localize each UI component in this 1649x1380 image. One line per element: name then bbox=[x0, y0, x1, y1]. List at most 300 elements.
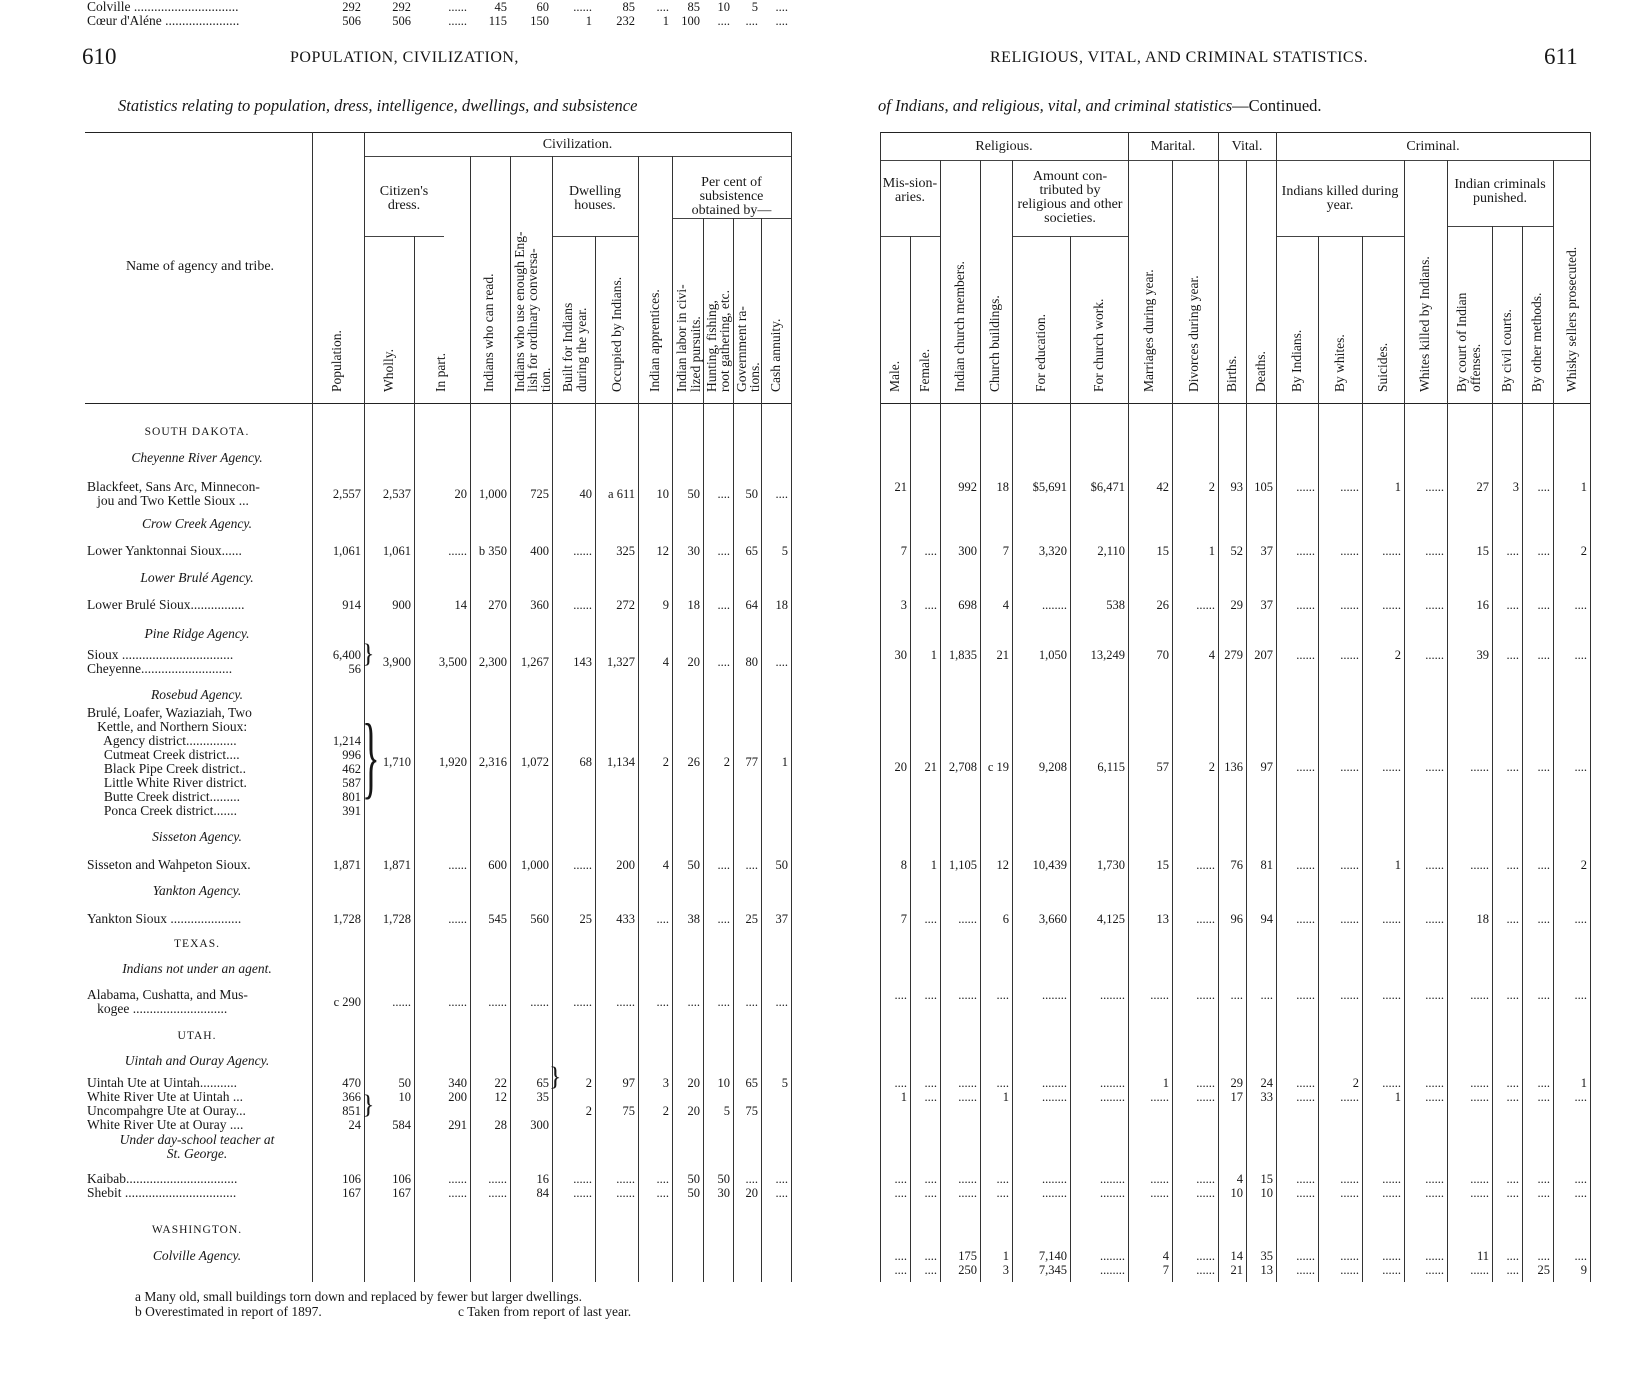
table-cell: 45 115 bbox=[488, 0, 507, 28]
agency-heading: Colville Agency. bbox=[152, 1248, 242, 1263]
table-cell: 25 bbox=[745, 912, 758, 926]
table-cell: .... .... bbox=[1574, 1172, 1587, 1200]
table-cell: .... bbox=[717, 544, 730, 558]
table-cell: 3,320 bbox=[1038, 544, 1067, 558]
table-cell: ...... bbox=[1340, 648, 1359, 662]
table-cell: ...... bbox=[1196, 858, 1215, 872]
table-cell: .... .... bbox=[894, 1249, 907, 1277]
table-cell: 7 bbox=[900, 912, 907, 926]
table-cell: 914 bbox=[342, 598, 361, 612]
court-header-1: By court of Indian bbox=[1454, 292, 1469, 392]
table-cell: 1,871 bbox=[332, 858, 361, 872]
table-cell: .... .... bbox=[996, 1172, 1009, 1200]
agency-heading: Lower Brulé Agency. bbox=[140, 570, 254, 585]
table-cell: 433 bbox=[616, 912, 635, 926]
table-cell: 21 bbox=[996, 648, 1009, 662]
table-cell: .... .... bbox=[656, 1172, 669, 1200]
table-cell: .... .... bbox=[1537, 1172, 1550, 1200]
for-education-header: For education. bbox=[1033, 314, 1048, 392]
table-cell: ........ ........ bbox=[1042, 1076, 1067, 1104]
table-cell: 325 bbox=[616, 544, 635, 558]
table-cell: 400 bbox=[530, 544, 549, 558]
table-cell: 18 bbox=[687, 598, 700, 612]
table-cell: 1,327 bbox=[606, 655, 635, 669]
table-cell: .... bbox=[1537, 912, 1550, 926]
right-table-top-rule bbox=[880, 132, 1590, 133]
dwelling-houses-header: Dwelling houses. bbox=[568, 184, 622, 213]
table-cell: 900 bbox=[392, 598, 411, 612]
right-page-number: 611 bbox=[1544, 44, 1578, 69]
whisky-header: Whisky sellers prosecuted. bbox=[1564, 246, 1579, 392]
table-cell: 5 .... bbox=[745, 0, 758, 28]
table-cell: 21 bbox=[924, 760, 937, 774]
in-part-header: In part. bbox=[433, 353, 448, 392]
table-cell: 96 bbox=[1230, 912, 1243, 926]
table-cell: .... bbox=[1574, 648, 1587, 662]
table-cell: ...... bbox=[1382, 912, 1401, 926]
table-cell: 470 366 851 24 bbox=[342, 1076, 361, 1132]
table-cell: ...... bbox=[1382, 760, 1401, 774]
table-cell: .... bbox=[1537, 760, 1550, 774]
table-cell: .... bbox=[924, 598, 937, 612]
table-cell: ...... ...... bbox=[1382, 1249, 1401, 1277]
govt-header-1: Government ra- bbox=[734, 306, 749, 392]
table-cell: ........ ........ bbox=[1100, 1249, 1125, 1277]
table-cell: ...... ...... bbox=[1470, 1076, 1489, 1104]
table-cell: .... 20 bbox=[745, 1172, 758, 1200]
births-header: Births. bbox=[1224, 355, 1239, 392]
table-cell: 37 bbox=[1260, 544, 1273, 558]
table-cell: 1,061 bbox=[382, 544, 411, 558]
table-cell: 207 bbox=[1254, 648, 1273, 662]
table-cell: 725 bbox=[530, 487, 549, 501]
left-page bbox=[0, 0, 822, 1380]
table-cell: ...... bbox=[448, 995, 467, 1009]
table-cell: .... .... bbox=[1506, 1249, 1519, 1277]
right-subtitle: of Indians, and religious, vital, and criminal statistics—Continued. bbox=[878, 96, 1322, 115]
table-cell: 300 bbox=[958, 544, 977, 558]
agency-heading: Sisseton Agency. bbox=[152, 829, 242, 844]
table-cell: 600 bbox=[488, 858, 507, 872]
table-cell: 136 bbox=[1224, 760, 1243, 774]
table-cell: 26 bbox=[687, 755, 700, 769]
table-cell: 50 bbox=[775, 858, 788, 872]
table-cell: 14 bbox=[454, 598, 467, 612]
table-cell: 2 bbox=[662, 755, 669, 769]
brace: } bbox=[549, 1062, 562, 1091]
table-cell: .... bbox=[1260, 988, 1273, 1002]
table-cell: 39 bbox=[1476, 648, 1489, 662]
tribe-name: Kaibab................................. Shebit ................................. bbox=[87, 1172, 238, 1200]
table-cell: 6 bbox=[1002, 912, 1009, 926]
table-cell: 1,728 bbox=[332, 912, 361, 926]
table-cell: 1 bbox=[781, 755, 788, 769]
table-cell: ........ bbox=[1042, 598, 1067, 612]
agency-heading: Cheyenne River Agency. bbox=[131, 450, 263, 465]
divorces-header: Divorces during year. bbox=[1186, 275, 1201, 392]
table-cell: .... bbox=[1537, 988, 1550, 1002]
table-cell: .... bbox=[717, 912, 730, 926]
by-indians-header: By Indians. bbox=[1289, 329, 1304, 392]
table-cell: ...... bbox=[1425, 648, 1444, 662]
agency-heading: Crow Creek Agency. bbox=[141, 516, 253, 531]
table-cell: 1,105 bbox=[948, 858, 977, 872]
table-cell: .... 1 bbox=[996, 1076, 1009, 1104]
table-cell: ...... ...... bbox=[1296, 1172, 1315, 1200]
table-cell: ...... ...... bbox=[1382, 1172, 1401, 1200]
table-cell: ...... bbox=[573, 544, 592, 558]
table-cell: .... bbox=[775, 487, 788, 501]
table-cell: 1,214 996 462 587 801 391 bbox=[332, 734, 361, 818]
tribe-name: Uintah Ute at Uintah........... White River Ute at Uintah ... Uncompahgre Ute at Ouray... White River Ute at Ouray .... bbox=[87, 1076, 246, 1132]
table-cell: 20 20 bbox=[687, 1076, 700, 1118]
table-cell: 85 232 bbox=[616, 0, 635, 28]
table-cell: 21 bbox=[894, 480, 907, 494]
table-cell: 1,730 bbox=[1096, 858, 1125, 872]
table-cell: 65 35 300 bbox=[530, 1076, 549, 1132]
table-cell: ...... ...... bbox=[448, 1172, 467, 1200]
table-cell: .... bbox=[1574, 760, 1587, 774]
table-cell: 1,728 bbox=[382, 912, 411, 926]
table-cell: 2 2 bbox=[585, 1076, 592, 1118]
table-cell: 292 506 bbox=[342, 0, 361, 28]
table-cell: 1,000 bbox=[478, 487, 507, 501]
table-cell: 2,537 bbox=[382, 487, 411, 501]
table-cell: ...... bbox=[1196, 598, 1215, 612]
table-cell: 2 bbox=[1208, 480, 1215, 494]
table-cell: .... bbox=[1574, 912, 1587, 926]
brace: } bbox=[362, 639, 375, 668]
table-cell: ...... bbox=[958, 912, 977, 926]
state-heading: SOUTH DAKOTA. bbox=[144, 426, 250, 438]
state-heading: TEXAS. bbox=[174, 938, 220, 950]
table-cell: 77 bbox=[745, 755, 758, 769]
table-cell: ...... bbox=[1425, 760, 1444, 774]
indians-killed-header: Indians killed during year. bbox=[1281, 184, 1399, 213]
table-cell: ...... bbox=[1296, 648, 1315, 662]
table-cell: ........ ........ bbox=[1100, 1076, 1125, 1104]
table-cell: ...... bbox=[448, 912, 467, 926]
court-header-2: offenses. bbox=[1468, 343, 1483, 392]
female-header: Female. bbox=[917, 348, 932, 392]
table-cell: 15 bbox=[1476, 544, 1489, 558]
table-cell: 22 12 28 bbox=[494, 1076, 507, 1132]
apprentices-header: Indian apprentices. bbox=[647, 289, 662, 392]
footnote-c: c Taken from report of last year. bbox=[458, 1304, 632, 1319]
tribe-name: Yankton Sioux ..................... bbox=[87, 912, 242, 926]
by-whites-header: By whites. bbox=[1332, 334, 1347, 392]
table-cell: ...... ...... bbox=[1425, 1076, 1444, 1104]
table-cell: 13 bbox=[1156, 912, 1169, 926]
table-cell: 12 bbox=[996, 858, 1009, 872]
table-cell: 7 bbox=[1002, 544, 1009, 558]
table-cell: ...... bbox=[1470, 988, 1489, 1002]
left-running-head: POPULATION, CIVILIZATION, bbox=[290, 49, 519, 66]
table-cell: ........ ........ bbox=[1100, 1172, 1125, 1200]
table-cell: ...... bbox=[616, 995, 635, 1009]
table-cell: 2 bbox=[1580, 858, 1587, 872]
table-cell: ...... 1 bbox=[1382, 1076, 1401, 1104]
table-cell: 16 84 bbox=[536, 1172, 549, 1200]
table-cell: 97 75 bbox=[622, 1076, 635, 1118]
table-cell: 20 bbox=[894, 760, 907, 774]
table-cell: .... .... bbox=[924, 1172, 937, 1200]
table-cell: .... .... bbox=[775, 0, 788, 28]
table-cell: .... .... bbox=[1506, 1172, 1519, 1200]
table-cell: ........ bbox=[1042, 988, 1067, 1002]
table-cell: ...... bbox=[1382, 988, 1401, 1002]
table-cell: 12 bbox=[656, 544, 669, 558]
table-cell: 3 bbox=[1512, 480, 1519, 494]
table-cell: 1,134 bbox=[606, 755, 635, 769]
table-cell: 1 .... bbox=[1574, 1076, 1587, 1104]
table-cell: ........ bbox=[1100, 988, 1125, 1002]
table-cell: ...... ...... bbox=[1196, 1076, 1215, 1104]
table-cell: .... bbox=[717, 655, 730, 669]
table-cell: ...... bbox=[488, 995, 507, 1009]
table-cell: ...... bbox=[1425, 598, 1444, 612]
table-cell: 4 bbox=[1208, 648, 1215, 662]
left-page-number: 610 bbox=[82, 44, 117, 69]
labor-header-2: lized pursuits. bbox=[688, 316, 703, 392]
table-cell: .... .... bbox=[894, 1172, 907, 1200]
table-cell: 20 bbox=[454, 487, 467, 501]
table-cell: .... 25 bbox=[1537, 1249, 1550, 1277]
table-cell: 5 bbox=[781, 1076, 788, 1090]
table-cell: .... bbox=[924, 988, 937, 1002]
deaths-header: Deaths. bbox=[1253, 351, 1268, 392]
table-cell: 50 10 584 bbox=[392, 1076, 411, 1132]
table-cell: .... bbox=[656, 995, 669, 1009]
right-page bbox=[822, 0, 1649, 1380]
table-cell: 2 ...... bbox=[1340, 1076, 1359, 1104]
hunting-header-1: Hunting, fishing, bbox=[704, 300, 719, 392]
table-cell: 1,267 bbox=[520, 655, 549, 669]
english-header-3: tion. bbox=[538, 367, 553, 392]
labor-header-1: Indian labor in civi- bbox=[674, 284, 689, 392]
table-cell: 24 33 bbox=[1260, 1076, 1273, 1104]
table-cell: 1,072 bbox=[520, 755, 549, 769]
table-cell: 1,710 bbox=[382, 755, 411, 769]
table-cell: ...... bbox=[1296, 760, 1315, 774]
table-cell: 4 bbox=[662, 858, 669, 872]
table-cell: .... bbox=[717, 995, 730, 1009]
table-cell: 27 bbox=[1476, 480, 1489, 494]
table-cell: 15 10 bbox=[1260, 1172, 1273, 1200]
table-cell: c 19 bbox=[987, 760, 1009, 774]
table-cell: ...... bbox=[1340, 858, 1359, 872]
table-cell: 50 30 bbox=[717, 1172, 730, 1200]
agency-heading: Indians not under an agent. bbox=[122, 961, 272, 976]
table-cell: 18 bbox=[775, 598, 788, 612]
table-cell: 1 bbox=[930, 858, 937, 872]
table-cell: .... .... bbox=[1506, 1076, 1519, 1104]
table-cell: 4 bbox=[662, 655, 669, 669]
table-cell: 50 bbox=[745, 487, 758, 501]
table-cell: 2 bbox=[1208, 760, 1215, 774]
table-cell: .... bbox=[687, 995, 700, 1009]
table-cell: 65 bbox=[745, 544, 758, 558]
table-cell: .... .... bbox=[924, 1249, 937, 1277]
cash-header: Cash annuity. bbox=[768, 318, 783, 392]
citizens-dress-header: Citizen's dress. bbox=[379, 184, 429, 213]
table-cell: 5 bbox=[781, 544, 788, 558]
table-cell: .... 1 bbox=[894, 1076, 907, 1104]
table-cell: ...... ...... bbox=[488, 1172, 507, 1200]
table-cell: ...... bbox=[1296, 988, 1315, 1002]
english-header-2: lish for ordinary conversa- bbox=[525, 248, 540, 392]
table-cell: 3 2 bbox=[662, 1076, 669, 1118]
table-cell: ...... bbox=[1382, 544, 1401, 558]
table-cell: 2,300 bbox=[478, 655, 507, 669]
table-cell: 1 bbox=[1580, 480, 1587, 494]
table-cell: .... bbox=[1537, 598, 1550, 612]
criminals-punished-header: Indian criminals punished. bbox=[1454, 177, 1546, 206]
hunting-header-2: root gathering, etc. bbox=[717, 290, 732, 392]
table-cell: b 350 bbox=[478, 544, 507, 558]
table-cell: 40 bbox=[579, 487, 592, 501]
table-cell: 94 bbox=[1260, 912, 1273, 926]
left-subtitle: Statistics relating to population, dress, intelligence, dwellings, and subsistence bbox=[118, 96, 638, 115]
footnote-a: a Many old, small buildings torn down and replaced by fewer but larger dwellings. bbox=[135, 1289, 583, 1304]
tribe-name: Sioux ................................. Cheyenne........................... bbox=[87, 648, 234, 676]
english-header-1: Indians who use enough Eng- bbox=[512, 231, 527, 392]
table-cell: 698 bbox=[958, 598, 977, 612]
table-cell: 20 bbox=[687, 655, 700, 669]
built-header-2: during the year. bbox=[574, 307, 589, 392]
table-cell: .... bbox=[996, 988, 1009, 1002]
amount-header: Amount con-tributed by religious and other societies. bbox=[1017, 169, 1123, 226]
right-running-head: RELIGIOUS, VITAL, AND CRIMINAL STATISTICS. bbox=[990, 49, 1368, 66]
table-cell: 1,061 bbox=[332, 544, 361, 558]
table-cell: ...... bbox=[1296, 858, 1315, 872]
occupied-header: Occupied by Indians. bbox=[609, 276, 624, 392]
table-cell: ...... ...... bbox=[1340, 1249, 1359, 1277]
table-cell: 175 250 bbox=[958, 1249, 977, 1277]
table-cell: 3,500 bbox=[438, 655, 467, 669]
table-cell: 1 bbox=[1394, 480, 1401, 494]
table-cell: 2,110 bbox=[1097, 544, 1125, 558]
table-cell: .... bbox=[745, 858, 758, 872]
table-cell: ...... bbox=[530, 995, 549, 1009]
table-cell: 30 bbox=[687, 544, 700, 558]
table-cell: .... bbox=[1230, 988, 1243, 1002]
table-cell: ...... bbox=[1425, 858, 1444, 872]
table-cell: .... bbox=[1574, 988, 1587, 1002]
table-cell: 18 bbox=[1476, 912, 1489, 926]
table-cell: 2,316 bbox=[478, 755, 507, 769]
name-column-header: Name of agency and tribe. bbox=[125, 259, 275, 274]
table-cell: .... bbox=[1506, 598, 1519, 612]
table-cell: 279 bbox=[1224, 648, 1243, 662]
table-cell: 545 bbox=[488, 912, 507, 926]
table-cell: 50 bbox=[687, 487, 700, 501]
table-cell: 2,708 bbox=[948, 760, 977, 774]
table-cell: ...... ...... bbox=[1340, 1172, 1359, 1200]
table-cell: .... .... bbox=[924, 1076, 937, 1104]
table-cell: 1,871 bbox=[382, 858, 411, 872]
table-cell: ...... ...... bbox=[573, 1172, 592, 1200]
govt-header-2: tions. bbox=[747, 362, 762, 392]
brace: } bbox=[362, 1090, 375, 1119]
table-cell: ...... bbox=[1150, 988, 1169, 1002]
table-cell: ...... bbox=[1340, 760, 1359, 774]
brace: } bbox=[362, 705, 380, 807]
table-cell: ...... bbox=[1340, 598, 1359, 612]
table-cell: 18 bbox=[996, 480, 1009, 494]
table-cell: ...... bbox=[1196, 988, 1215, 1002]
table-cell: 52 bbox=[1230, 544, 1243, 558]
table-cell: ...... bbox=[1470, 858, 1489, 872]
table-cell: ...... ...... bbox=[1296, 1076, 1315, 1104]
table-cell: 50 50 bbox=[687, 1172, 700, 1200]
table-cell: .... bbox=[775, 655, 788, 669]
table-cell: .... bbox=[717, 598, 730, 612]
table-cell: .... bbox=[1506, 760, 1519, 774]
whites-killed-header: Whites killed by Indians. bbox=[1417, 256, 1432, 392]
table-cell: 70 bbox=[1156, 648, 1169, 662]
table-cell: ...... bbox=[1296, 912, 1315, 926]
table-cell: ...... ...... bbox=[616, 1172, 635, 1200]
table-cell: 2 bbox=[1394, 648, 1401, 662]
table-cell: .... bbox=[1506, 544, 1519, 558]
built-header-1: Built for Indians bbox=[560, 302, 575, 392]
marital-header: Marital. bbox=[1150, 139, 1196, 154]
table-cell: 25 bbox=[579, 912, 592, 926]
table-cell: 106 167 bbox=[342, 1172, 361, 1200]
table-cell: ...... bbox=[1382, 598, 1401, 612]
table-cell: $6,471 bbox=[1090, 480, 1125, 494]
civilization-header: Civilization. bbox=[542, 137, 613, 152]
table-cell: .... bbox=[1537, 858, 1550, 872]
table-cell: 2 bbox=[1580, 544, 1587, 558]
agency-heading: Under day-school teacher at St. George. bbox=[119, 1132, 275, 1161]
table-cell: 80 bbox=[745, 655, 758, 669]
criminal-header: Criminal. bbox=[1406, 139, 1460, 154]
table-cell: 1,000 bbox=[520, 858, 549, 872]
table-cell: ...... ...... bbox=[1425, 1249, 1444, 1277]
table-cell: 3 bbox=[900, 598, 907, 612]
table-cell: .... bbox=[924, 544, 937, 558]
agency-heading: Rosebud Agency. bbox=[151, 687, 243, 702]
table-cell: .... .... bbox=[775, 1172, 788, 1200]
table-cell: ...... ...... bbox=[1196, 1172, 1215, 1200]
table-cell: 2 bbox=[723, 755, 730, 769]
footnote-b: b Overestimated in report of 1897. bbox=[135, 1304, 322, 1319]
table-cell: 4 bbox=[1002, 598, 1009, 612]
table-cell: 60 150 bbox=[530, 0, 549, 28]
table-cell: 10 5 bbox=[717, 1076, 730, 1118]
table-top-rule bbox=[85, 132, 791, 133]
table-cell: ...... ...... bbox=[1196, 1249, 1215, 1277]
table-cell: ...... ...... bbox=[958, 1076, 977, 1104]
tribe-name: Colville ............................... Cœur d'Aléne ...................... bbox=[87, 0, 240, 28]
tribe-name: Blackfeet, Sans Arc, Minnecon- jou and Two Kettle Sioux ... bbox=[87, 480, 260, 508]
table-cell: 7,140 7,345 bbox=[1038, 1249, 1067, 1277]
table-cell: 3,900 bbox=[382, 655, 411, 669]
table-cell: ...... bbox=[1340, 912, 1359, 926]
table-cell: 2,557 bbox=[332, 487, 361, 501]
table-cell: 538 bbox=[1106, 598, 1125, 612]
table-cell: .... bbox=[1537, 544, 1550, 558]
table-cell: .... bbox=[717, 858, 730, 872]
table-cell: ...... bbox=[1425, 988, 1444, 1002]
table-cell: a 611 bbox=[608, 487, 635, 501]
state-heading: UTAH. bbox=[177, 1030, 217, 1042]
table-cell: 15 bbox=[1156, 858, 1169, 872]
table-cell: ...... bbox=[1196, 912, 1215, 926]
table-cell: 1 3 bbox=[1002, 1249, 1009, 1277]
